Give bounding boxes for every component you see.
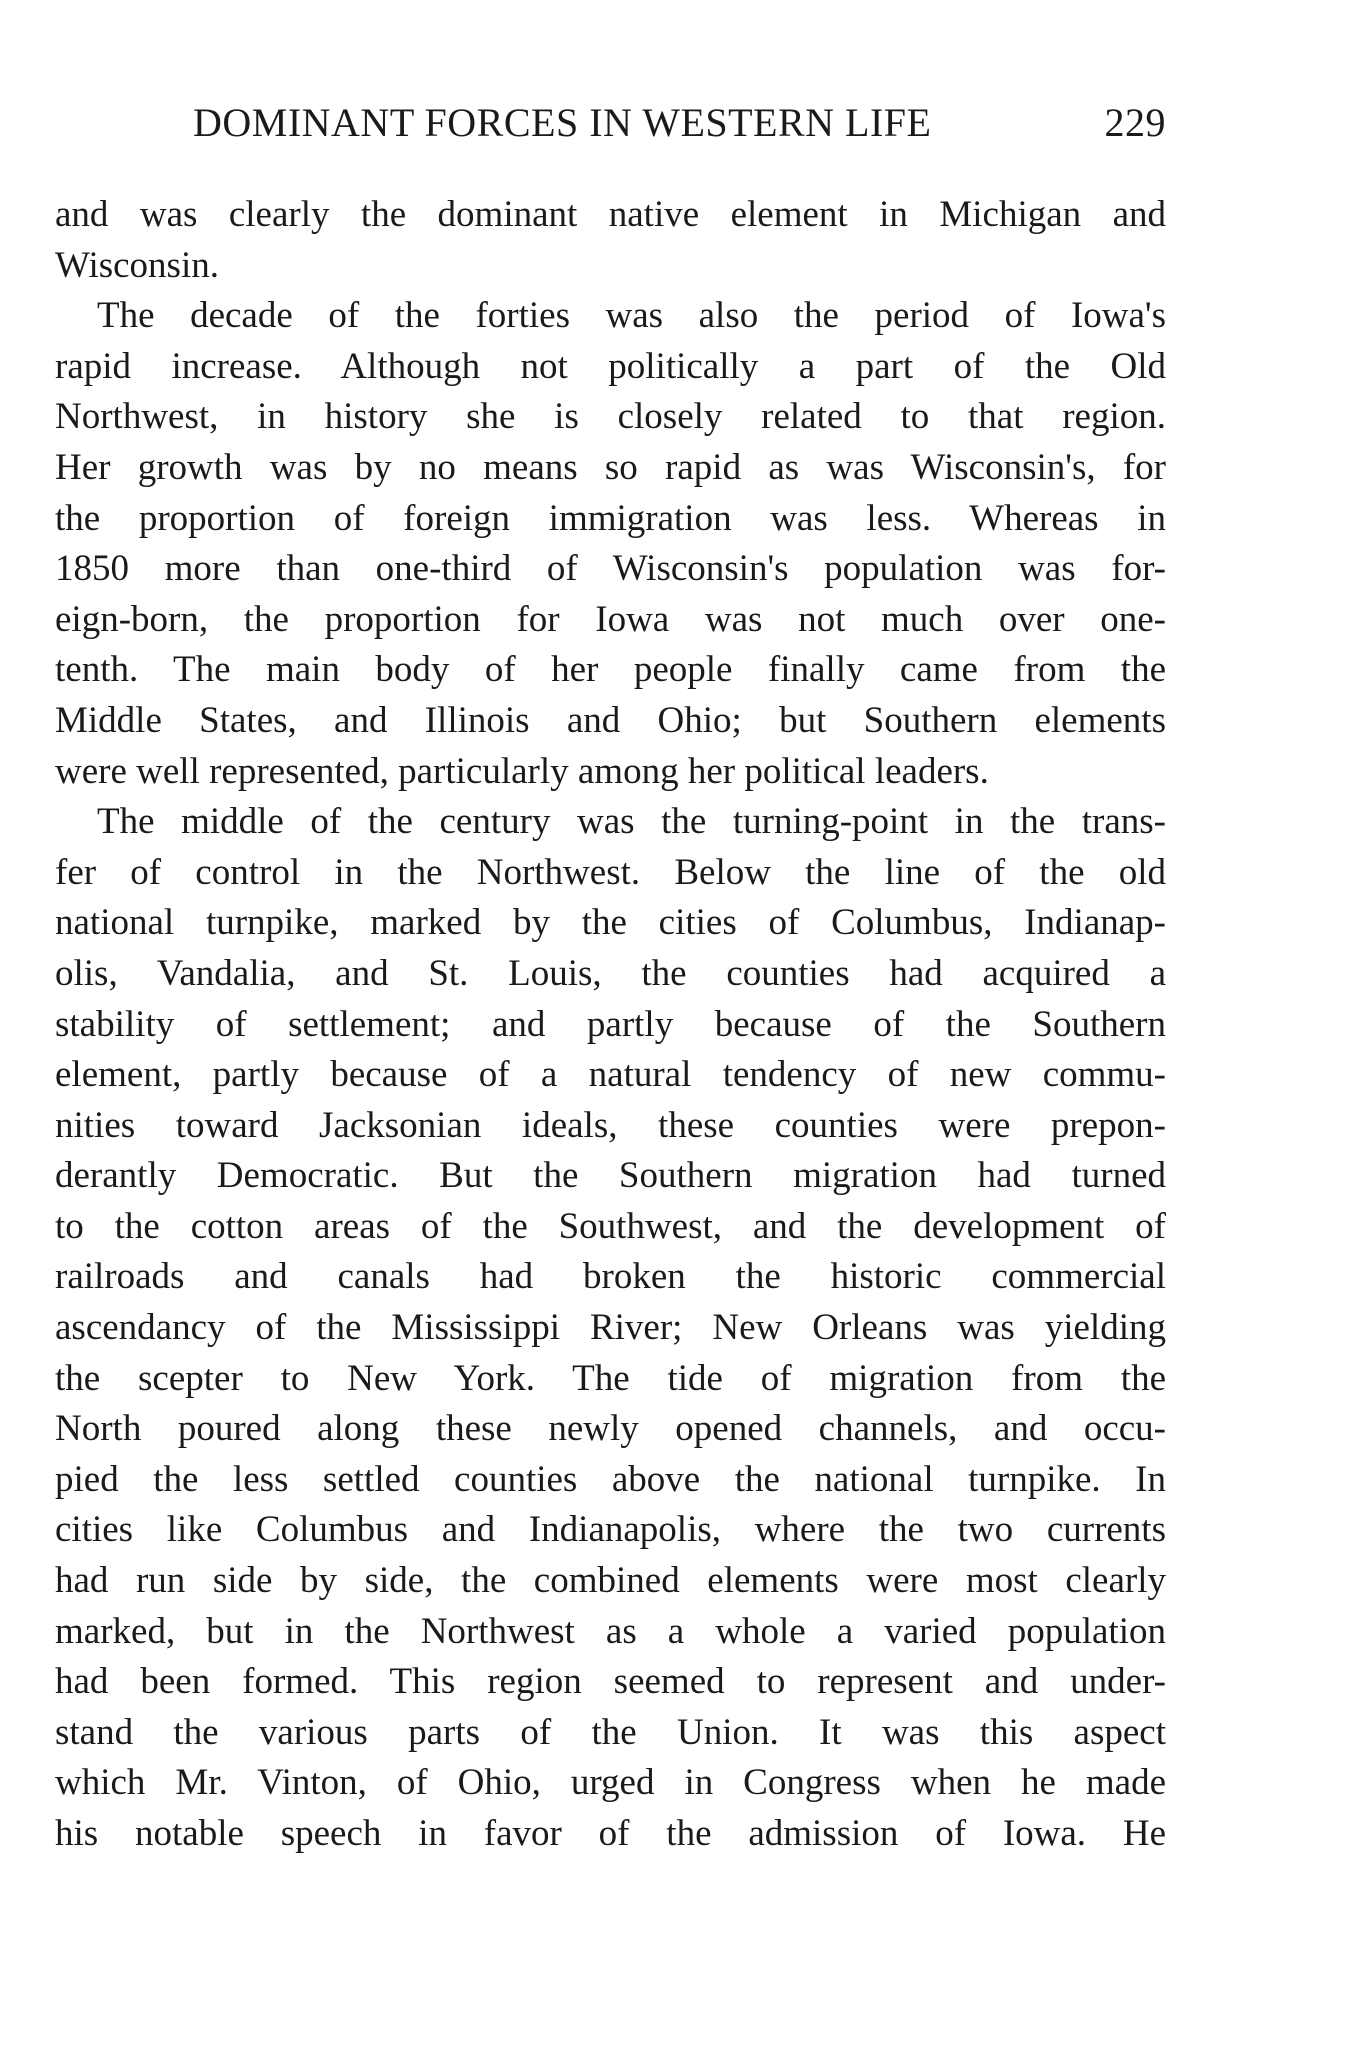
text-line: 1850 more than one-third of Wisconsin's population was for- (55, 548, 1166, 590)
text-line: had been formed. This region seemed to represent and under- (55, 1661, 1166, 1703)
text-line: element, partly because of a natural tendency of new commu- (55, 1054, 1166, 1096)
text-line: stand the various parts of the Union. It was this aspect (55, 1711, 1166, 1753)
text-line: derantly Democratic. But the Southern migration had turned (55, 1155, 1166, 1197)
text-line: which Mr. Vinton, of Ohio, urged in Congress when he made (55, 1762, 1166, 1804)
text-line: Middle States, and Illinois and Ohio; but Southern elements (55, 699, 1166, 741)
body-text (55, 190, 1166, 1860)
text-line: the scepter to New York. The tide of migration from the (55, 1357, 1166, 1399)
running-title: DOMINANT FORCES IN WESTERN LIFE (193, 100, 932, 145)
running-head (193, 98, 1166, 148)
text-line: his notable speech in favor of the admission of Iowa. He (55, 1813, 1166, 1854)
page-number: 229 (1104, 100, 1166, 145)
text-line: Her growth was by no means so rapid as was Wisconsin's, for (55, 446, 1166, 488)
text-line: The decade of the forties was also the period of Iowa's (97, 295, 1166, 337)
text-line: North poured along these newly opened channels, and occu- (55, 1408, 1166, 1450)
text-line: railroads and canals had broken the historic commercial (55, 1256, 1166, 1298)
text-line: The middle of the century was the turning-point in the trans- (97, 801, 1166, 843)
text-line: stability of settlement; and partly because of the Southern (55, 1003, 1166, 1045)
text-line: tenth. The main body of her people finally came from the (55, 649, 1166, 691)
text-line: pied the less settled counties above the national turnpike. In (55, 1458, 1166, 1500)
text-line: Northwest, in history she is closely related to that region. (55, 396, 1166, 438)
text-line: Wisconsin. (55, 244, 219, 286)
text-line: ascendancy of the Mississippi River; New Orleans was yielding (55, 1307, 1166, 1349)
text-line: rapid increase. Although not politically a part of the Old (55, 345, 1166, 387)
text-line: were well represented, particularly among her political leaders. (55, 750, 989, 792)
text-line: cities like Columbus and Indianapolis, where the two currents (55, 1509, 1166, 1551)
text-line: fer of control in the Northwest. Below the line of the old (55, 851, 1166, 893)
text-line: nities toward Jacksonian ideals, these counties were prepon- (55, 1104, 1166, 1146)
text-line: national turnpike, marked by the cities of Columbus, Indianap- (55, 902, 1166, 944)
text-line: and was clearly the dominant native element in Michigan and (55, 194, 1166, 235)
text-line: eign-born, the proportion for Iowa was not much over one- (55, 598, 1166, 640)
text-line: to the cotton areas of the Southwest, and the development of (55, 1205, 1166, 1247)
text-line: olis, Vandalia, and St. Louis, the counties had acquired a (55, 952, 1166, 994)
text-line: marked, but in the Northwest as a whole a varied population (55, 1610, 1166, 1652)
text-line: the proportion of foreign immigration was less. Whereas in (55, 497, 1166, 539)
text-line: had run side by side, the combined elements were most clearly (55, 1560, 1166, 1602)
